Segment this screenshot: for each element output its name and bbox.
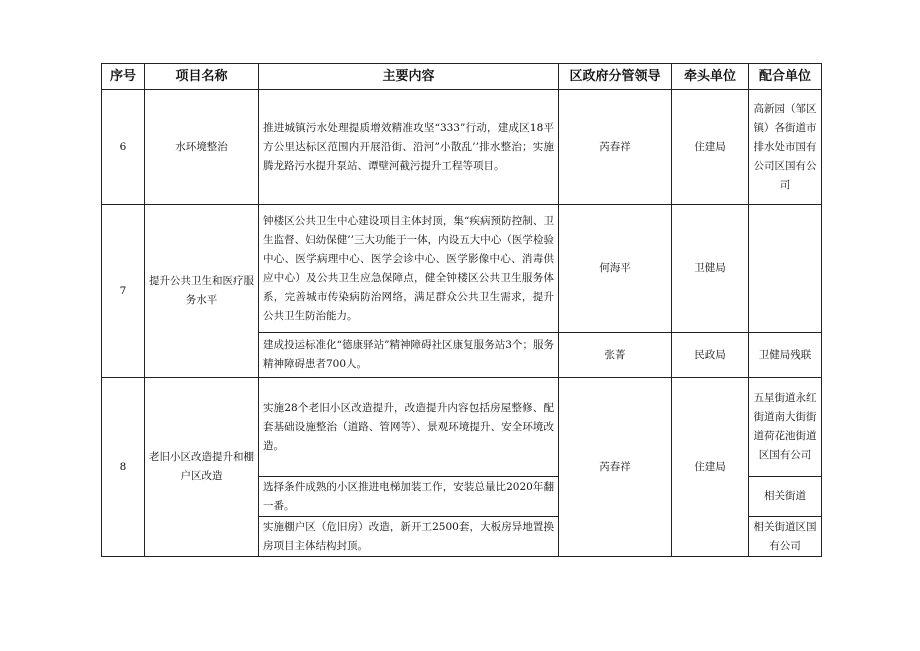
table-row	[102, 90, 822, 205]
coop-unit: 相关街道	[749, 477, 822, 517]
row-number: 6	[102, 90, 145, 205]
header-row	[102, 64, 822, 90]
coop-unit: 相关街道区国有公司	[749, 517, 822, 557]
project-content: 推进城镇污水处理提质增效精准攻坚“333”行动，建成区18平方公里达标区范围内开展沿街、沿河”小散乱’’排水整治；实施腾龙路污水提升泵站、谭壁河截污提升工程等项目。	[259, 90, 559, 205]
lead-unit: 住建局	[672, 90, 749, 205]
project-table	[101, 63, 822, 557]
coop-unit: 五星街道永红街道南大街街道荷花池街道区国有公司	[749, 378, 822, 477]
coop-unit: 卫健局残联	[749, 333, 822, 378]
lead-unit: 住建局	[672, 378, 749, 557]
project-content: 实施28个老旧小区改造提升，改造提升内容包括房屋整修、配套基础设施整治（道路、管网等）、景观环境提升、安全环境改造。	[259, 378, 559, 477]
table-row	[102, 378, 822, 477]
header-no: 序号	[102, 64, 145, 90]
leader: 张菁	[559, 333, 672, 378]
header-name: 项目名称	[145, 64, 259, 90]
header-lead-unit: 牵头单位	[672, 64, 749, 90]
leader: 何海平	[559, 205, 672, 333]
leader: 芮春祥	[559, 90, 672, 205]
table-row	[102, 205, 822, 333]
project-content: 建成投运标准化“德康驿站”精神障碍社区康复服务站3个；服务精神障碍患者700人。	[259, 333, 559, 378]
coop-unit	[749, 205, 822, 333]
header-leader: 区政府分管领导	[559, 64, 672, 90]
header-coop-unit: 配合单位	[749, 64, 822, 90]
project-name: 老旧小区改造提升和棚户区改造	[145, 378, 259, 557]
row-number: 7	[102, 205, 145, 378]
coop-unit: 高新园（邹区镇）各街道市排水处市国有公司区国有公司	[749, 90, 822, 205]
row-number: 8	[102, 378, 145, 557]
project-content: 选择条件成熟的小区推进电梯加装工作，安装总量比2020年翻一番。	[259, 477, 559, 517]
project-content: 钟楼区公共卫生中心建设项目主体封顶，集“疾病预防控制、卫生监督、妇幼保健’’三大功能于一体，内设五大中心（医学检验中心、医学病理中心、医学会诊中心、医学影像中心、消毒供应中心）及公共卫生应急保障点，健全钟楼区公共卫生服务体系，完善城市传染病防治网络，满足群众公共卫生需求，提升公共卫生防治能力。	[259, 205, 559, 333]
lead-unit: 卫健局	[672, 205, 749, 333]
leader: 芮春祥	[559, 378, 672, 557]
project-name: 水环境整治	[145, 90, 259, 205]
project-name: 提升公共卫生和医疗服务水平	[145, 205, 259, 378]
project-content: 实施棚户区（危旧房）改造，新开工2500套，大板房异地置换房项目主体结构封顶。	[259, 517, 559, 557]
lead-unit: 民政局	[672, 333, 749, 378]
header-content: 主要内容	[259, 64, 559, 90]
